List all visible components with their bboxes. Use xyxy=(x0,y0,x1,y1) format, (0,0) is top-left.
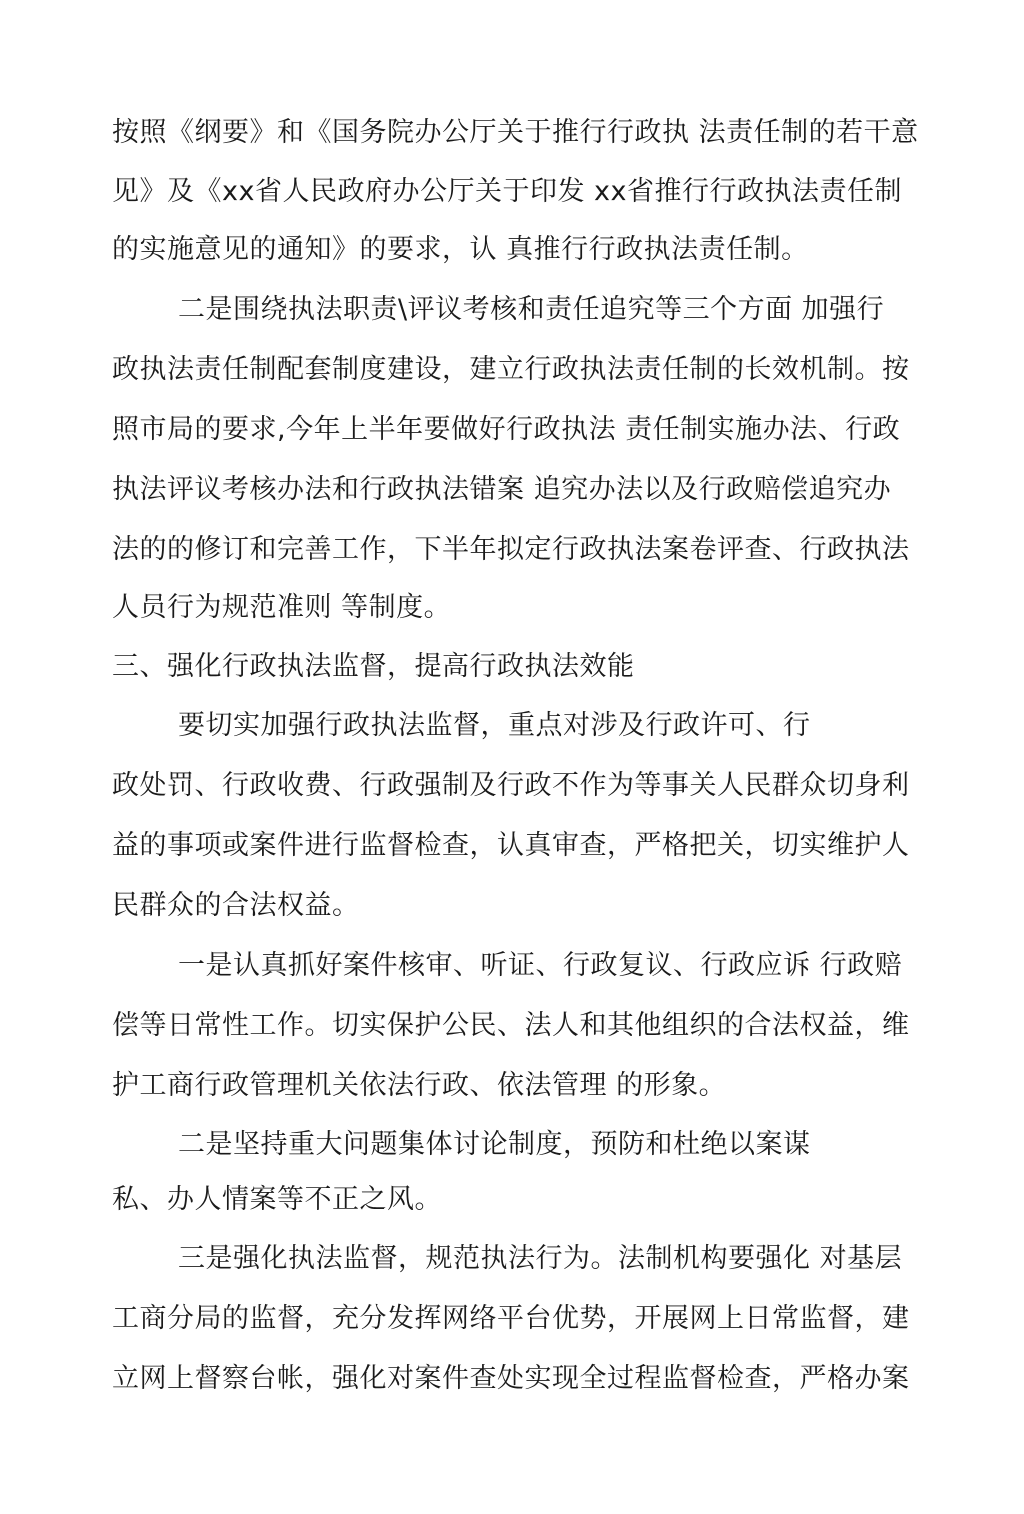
text-line: 二是围绕执法职责\评议考核和责任追究等三个方面 加强行 xyxy=(178,294,885,325)
text-line: 护工商行政管理机关依法行政、依法管理 的形象。 xyxy=(112,1070,727,1101)
text-line: 二是坚持重大问题集体讨论制度，预防和杜绝以案谋 xyxy=(178,1129,811,1160)
text-line: 法的的修订和完善工作，下半年拟定行政执法案卷评查、行政执法 xyxy=(112,534,910,565)
text-line: 立网上督察台帐，强化对案件查处实现全过程监督检查，严格办案 xyxy=(112,1363,910,1394)
text-line: 人员行为规范准则 等制度。 xyxy=(112,592,452,623)
text-line: 益的事项或案件进行监督检查，认真审查，严格把关，切实维护人 xyxy=(112,830,910,861)
text-line: 私、办人情案等不正之风。 xyxy=(112,1184,442,1215)
text-line: 执法评议考核办法和行政执法错案 追究办法以及行政赔偿追究办 xyxy=(112,474,892,505)
text-line: 民群众的合法权益。 xyxy=(112,890,360,921)
text-line: 要切实加强行政执法监督，重点对涉及行政许可、行 xyxy=(178,710,811,741)
text-line: 的实施意见的通知》的要求，认 真推行行政执法责任制。 xyxy=(112,234,809,265)
text-line: 见》及《xx省人民政府办公厅关于印发 xx省推行行政执法责任制 xyxy=(112,176,902,207)
text-line: 按照《纲要》和《国务院办公厅关于推行行政执 法责任制的若干意 xyxy=(112,117,919,148)
text-line: 政执法责任制配套制度建设，建立行政执法责任制的长效机制。按 xyxy=(112,354,910,385)
text-line: 一是认真抓好案件核审、听证、行政复议、行政应诉 行政赔 xyxy=(178,950,903,981)
text-line: 工商分局的监督，充分发挥网络平台优势，开展网上日常监督，建 xyxy=(112,1303,910,1334)
text-line: 照市局的要求,今年上半年要做好行政执法 责任制实施办法、行政 xyxy=(112,414,901,445)
text-line: 偿等日常性工作。切实保护公民、法人和其他组织的合法权益，维 xyxy=(112,1010,910,1041)
text-line: 政处罚、行政收费、行政强制及行政不作为等事关人民群众切身利 xyxy=(112,770,910,801)
section-heading: 三、强化行政执法监督，提高行政执法效能 xyxy=(112,651,635,682)
text-line: 三是强化执法监督，规范执法行为。法制机构要强化 对基层 xyxy=(178,1243,903,1274)
